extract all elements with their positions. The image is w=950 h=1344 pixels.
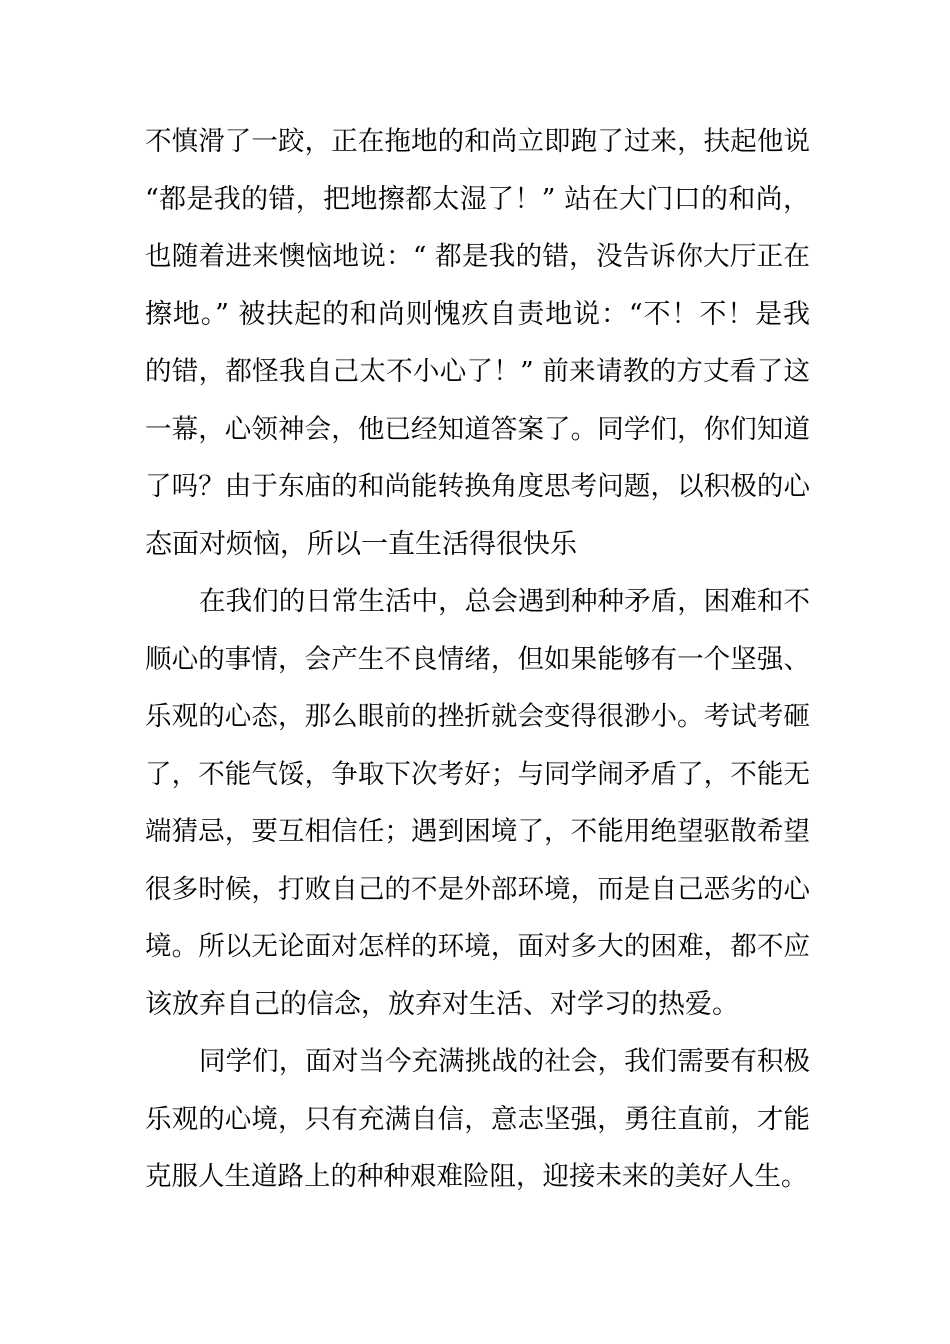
paragraph-2-line-8: 该放弃自己的信念，放弃对生活、对学习的热爱。 bbox=[145, 989, 739, 1020]
paragraph-1-line-5: 的错，都怪我自己太不小心了！” 前来请教的方丈看了这 bbox=[145, 356, 810, 387]
paragraph-2-line-7: 境。所以无论面对怎样的环境，面对多大的困难，都不应 bbox=[145, 931, 810, 962]
paragraph-3-line-1: 同学们，面对当今充满挑战的社会，我们需要有积极 bbox=[199, 1046, 810, 1077]
paragraph-1-line-6: 一幕，心领神会，他已经知道答案了。同学们，你们知道 bbox=[145, 414, 810, 445]
paragraph-1-line-1: 不慎滑了一跤，正在拖地的和尚立即跑了过来，扶起他说 bbox=[145, 126, 810, 157]
paragraph-3-line-3: 克服人生道路上的种种艰难险阻，迎接未来的美好人生。 bbox=[145, 1161, 808, 1192]
paragraph-1-line-7: 了吗？由于东庙的和尚能转换角度思考问题，以积极的心 bbox=[145, 471, 810, 502]
paragraph-1-line-8: 态面对烦恼，所以一直生活得很快乐 bbox=[145, 529, 577, 560]
paragraph-1-line-4: 擦地。” 被扶起的和尚则愧疚自责地说：“不！不！是我 bbox=[145, 299, 810, 330]
paragraph-2-line-1: 在我们的日常生活中，总会遇到种种矛盾，困难和不 bbox=[199, 586, 810, 617]
paragraph-2-line-3: 乐观的心态，那么眼前的挫折就会变得很渺小。考试考砸 bbox=[145, 701, 810, 732]
paragraph-2-line-6: 很多时候，打败自己的不是外部环境，而是自己恶劣的心 bbox=[145, 874, 810, 905]
paragraph-1-line-3: 也随着进来懊恼地说：“ 都是我的错，没告诉你大厅正在 bbox=[145, 241, 810, 272]
paragraph-1-line-2: “都是我的错，把地擦都太湿了！” 站在大门口的和尚， bbox=[145, 184, 810, 215]
paragraph-2-line-4: 了，不能气馁，争取下次考好；与同学闹矛盾了，不能无 bbox=[145, 759, 810, 790]
paragraph-2-line-2: 顺心的事情，会产生不良情绪，但如果能够有一个坚强、 bbox=[145, 644, 810, 675]
paragraph-3-line-2: 乐观的心境，只有充满自信，意志坚强，勇往直前，才能 bbox=[145, 1104, 810, 1135]
paragraph-2-line-5: 端猜忌，要互相信任；遇到困境了，不能用绝望驱散希望 bbox=[145, 816, 810, 847]
